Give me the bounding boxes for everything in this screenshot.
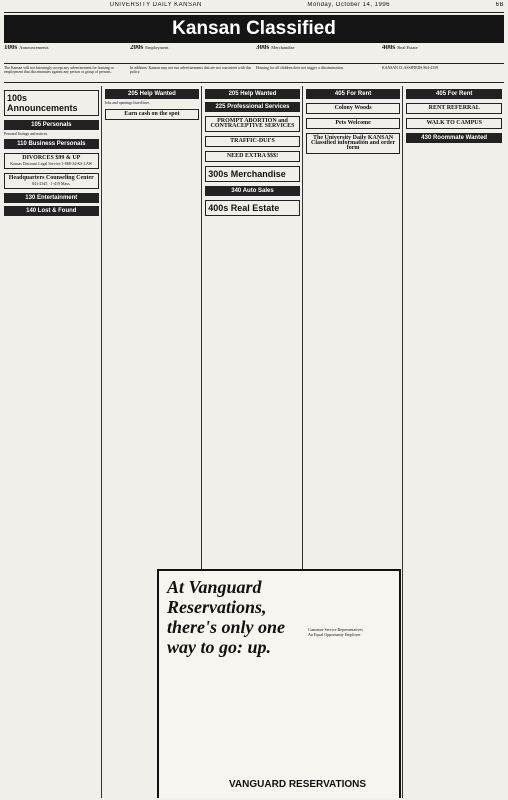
section-for-rent-1: 405 For Rent xyxy=(306,89,401,99)
personals-text: Personal listings and notices. xyxy=(4,132,49,136)
category-bar xyxy=(4,45,504,64)
section-roommate: 430 Roommate Wanted xyxy=(406,133,502,143)
category-real-estate: 400s Real Estate xyxy=(382,45,418,51)
category-employment: 200s Employment xyxy=(130,45,169,51)
notice-3: Housing for all children does not trigger a discrimination. xyxy=(256,66,344,70)
column-1 xyxy=(4,86,102,798)
vanguard-ad xyxy=(157,569,401,798)
notice-4: KANSAN CLASSIFIEDS 864-4358 xyxy=(382,66,438,70)
traffic-ad: TRAFFIC-DUI'S xyxy=(205,136,300,147)
newspaper-page xyxy=(4,2,504,798)
top-bar xyxy=(4,2,504,13)
section-personals: 105 Personals xyxy=(4,120,99,130)
section-help-wanted-1: 205 Help Wanted xyxy=(105,89,200,99)
masthead: Kansan Classified xyxy=(4,15,504,43)
divorce-ad: DIVORCES $99 & UP Kansas Discount Legal Service 1-888-34-KS LAW xyxy=(4,153,99,169)
category-merchandise: 300s Merchandise xyxy=(256,45,295,51)
notice-1: The Kansan will not knowingly accept any advertisement for housing or employment that discriminates against any person or group of persons. xyxy=(4,66,114,74)
vanguard-logo: VANGUARD RESERVATIONS xyxy=(229,779,367,790)
prompt-abortion-ad: PROMPT ABORTION and CONTRACEPTIVE SERVICES xyxy=(205,116,300,132)
vanguard-headline: At Vanguard Reservations, there's only one way to go: up. xyxy=(167,577,286,657)
section-business: 110 Business Personals xyxy=(4,139,99,149)
section-announcements: 100s Announcements xyxy=(4,90,99,116)
earn-cash-ad: Earn cash on the spot xyxy=(105,109,200,120)
newspaper-title: UNIVERSITY DAILY KANSAN xyxy=(109,2,202,8)
notice-2: In addition, Kansan may not run advertisements that are not consistent with this policy. xyxy=(130,66,252,74)
section-real-estate: 400s Real Estate xyxy=(205,200,300,216)
headquarters-ad: Headquarters Counseling Center 841-2345 · 1-419 Mass. xyxy=(4,173,99,189)
section-help-wanted-2: 205 Help Wanted xyxy=(205,89,300,99)
need-cash-ad: NEED EXTRA $$$! xyxy=(205,151,300,162)
section-lost-found: 140 Lost & Found xyxy=(4,206,99,216)
page-number: 6B xyxy=(495,2,504,8)
column-5 xyxy=(406,86,504,798)
udk-form: The University Daily KANSAN Classified information and order form xyxy=(306,133,401,154)
help-text: Jobs and openings listed here. xyxy=(104,101,151,105)
vanguard-sidebar: Customer Service Representatives An Equal Opportunity Employer xyxy=(308,627,363,637)
section-auto-sales: 340 Auto Sales xyxy=(205,186,300,196)
date: Monday, October 14, 1996 xyxy=(307,2,391,8)
section-entertainment: 130 Entertainment xyxy=(4,193,99,203)
walk-campus-ad: WALK TO CAMPUS xyxy=(406,118,502,129)
colony-woods-ad: Colony Woods xyxy=(306,103,401,114)
rent-referral-ad: RENT REFERRAL xyxy=(406,103,502,114)
pets-ad: Pets Welcome xyxy=(306,118,401,129)
section-merchandise: 300s Merchandise xyxy=(205,166,300,182)
section-professional: 225 Professional Services xyxy=(205,102,300,112)
policy-notice xyxy=(4,66,504,83)
section-for-rent-2: 405 For Rent xyxy=(406,89,502,99)
category-announcements: 100s Announcements xyxy=(4,45,49,51)
